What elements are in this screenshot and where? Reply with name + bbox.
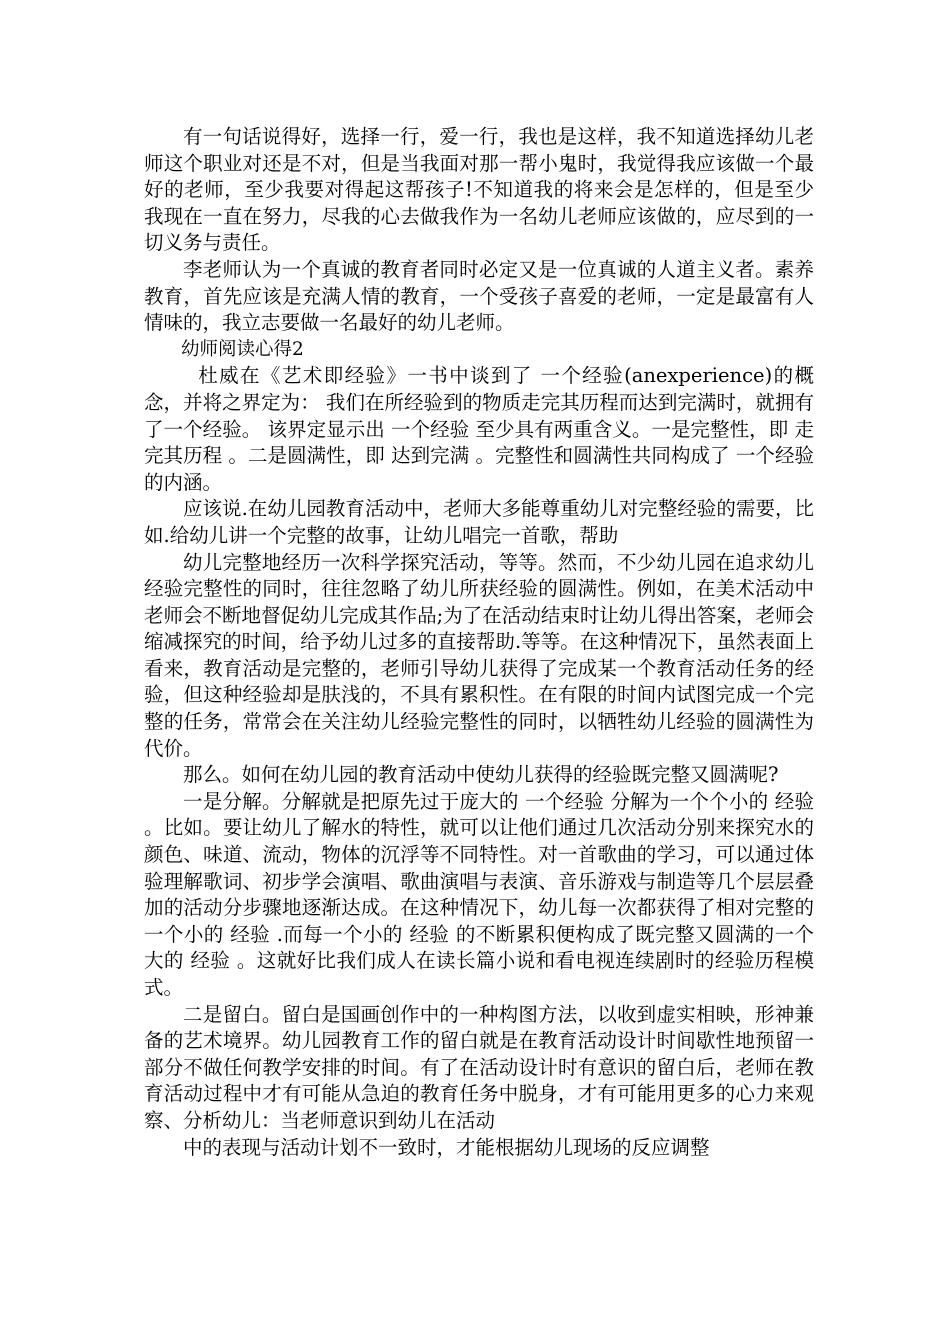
paragraph-dewey-experience: 杜威在《艺术即经验》一书中谈到了 一个经验(anexperience)的概念，并将之界定为： 我们在所经验到的物质走完其历程而达到完满时，就拥有了一个经验。 该界定显示出 一个经验 至少具有两重含义。一是完整性，即 走完其历程 。二是圆满性，即 达到完满 。完整性和圆满性共同构成了 一个经验 的内涵。 xyxy=(144,364,821,494)
paragraph-science-activity: 幼儿完整地经历一次科学探究活动，等等。然而，不少幼儿园在追求幼儿经验完整性的同时，往往忽略了幼儿所获经验的圆满性。例如，在美术活动中老师会不断地督促幼儿完成其作品;为了在活动结束时让幼儿得出答案，老师会缩减探究的时间，给予幼儿过多的直接帮助.等等。在这种情况下，虽然表面上看来，教育活动是完整的，老师引导幼儿获得了完成某一个教育活动任务的经验，但这种经验却是肤浅的，不具有累积性。在有限的时间内试图完成一个完整的任务，常常会在关注幼儿经验完整性的同时，以牺牲幼儿经验的圆满性为代价。 xyxy=(144,550,814,760)
paragraph-leaving-blank: 二是留白。留白是国画创作中的一种构图方法，以收到虚实相映，形神兼备的艺术境界。幼儿园教育工作的留白就是在教育活动设计时间歇性地预留一部分不做任何教学安排的时间。有了在活动设计时有意识的留白后，老师在教育活动过程中才有可能从急迫的教育任务中脱身，才有可能用更多的心力来观察、分析幼儿：当老师意识到幼儿在活动 xyxy=(144,1002,814,1132)
paragraph-complete-experience: 应该说.在幼儿园教育活动中，老师大多能尊重幼儿对完整经验的需要，比如.给幼儿讲一个完整的故事，让幼儿唱完一首歌，帮助 xyxy=(144,497,814,547)
paragraph-decomposition: 一是分解。分解就是把原先过于庞大的 一个经验 分解为一个个小的 经验 。比如。要让幼儿了解水的特性，就可以让他们通过几次活动分别来探究水的颜色、味道、流动，物体的沉浮等不同特性。对一首歌曲的学习，可以通过体验理解歌词、初步学会演唱、歌曲演唱与表演、音乐游戏与制造等几个层层叠加的活动分步骤地逐渐达成。在这种情况下，幼儿每一次都获得了相对完整的一个小的 经验 .而每一个小的 经验 的不断累积便构成了既完整又圆满的一个大的 经验 。这就好比我们成人在读长篇小说和看电视连续剧时的经验历程模式。 xyxy=(144,789,814,999)
paragraph-career-choice: 有一句话说得好，选择一行，爱一行，我也是这样，我不知道选择幼儿老师这个职业对还是不对，但是当我面对那一帮小鬼时，我觉得我应该做一个最好的老师，至少我要对得起这帮孩子!不知道我的将来会是怎样的，但是至少我现在一直在努力，尽我的心去做我作为一名幼儿老师应该做的，应尽到的一切义务与责任。 xyxy=(144,125,814,255)
paragraph-humanist-teacher: 李老师认为一个真诚的教育者同时必定又是一位真诚的人道主义者。素养教育，首先应该是充满人情的教育，一个受孩子喜爱的老师，一定是最富有人情味的，我立志要做一名最好的幼儿老师。 xyxy=(144,257,814,335)
document-body xyxy=(144,124,821,1161)
paragraph-question: 那么。如何在幼儿园的教育活动中使幼儿获得的经验既完整又圆满呢? xyxy=(183,763,779,787)
paragraph-continuation: 中的表现与活动计划不一致时，才能根据幼儿现场的反应调整 xyxy=(183,1135,710,1159)
section-heading: 幼师阅读心得2 xyxy=(181,338,304,360)
